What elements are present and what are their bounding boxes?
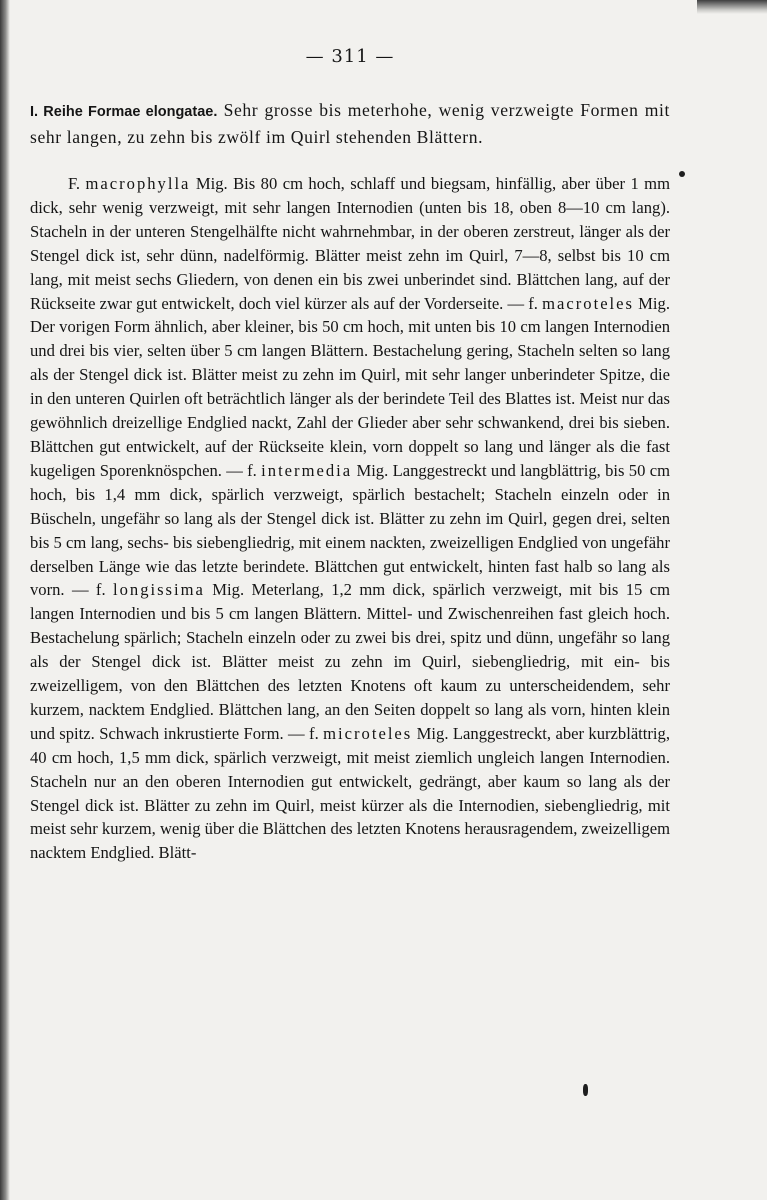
series-intro-paragraph: [30, 98, 670, 150]
ink-speck: [679, 171, 685, 177]
page-corner-shadow: [697, 0, 767, 14]
ink-speck: [583, 1084, 588, 1096]
form-name-microteles: microteles: [323, 723, 413, 743]
forms-description-paragraph: [30, 172, 670, 865]
main-text: [30, 98, 670, 865]
text-segment: Mig. Langgestreckt, aber kurzblättrig, 40 cm hoch, 1,5 mm dick, spärlich verzweigt, mit meist ziemlich ungleich langen Internodien. Stacheln nur an den oberen Internodien gut entwickelt, gedrängt, aber kaum so lang als der Stengel dick ist. Blätter zu zehn im Quirl, meist kürzer als die Internodien, siebengliedrig, mit meist sehr kurzem, wenig über die Blättchen des letzten Knotens herausragendem, zweizelligem nacktem Endglied. Blätt-: [30, 723, 671, 863]
page-binding-shadow: [0, 0, 10, 1200]
form-name-longissima: longissima: [112, 580, 205, 600]
series-title: I. Reihe Formae elongatae.: [30, 104, 218, 120]
text-segment: Mig. Meterlang, 1,2 mm dick, spärlich verzweigt, mit bis 15 cm langen Internodien und bis 5 cm langen Blättern. Mittel- und Zwischenreihen fast gleich hoch. Bestachelung spärlich; Stacheln einzeln oder zu zwei bis drei, spitz und dünn, ungefähr so lang als der Stengel dick ist. Blätter meist zu zehn im Quirl, siebengliedrig, mit ein- bis zweizelligem, von den Blättchen des letzten Knotens oft kaum zu unterscheidendem, sehr kurzem, nacktem Endglied. Blättchen lang, an den Seiten doppelt so lang als vorn, hinten klein und spitz. Schwach inkrustierte Form. — f.: [30, 580, 670, 743]
form-name-macrophylla: macrophylla: [85, 174, 191, 193]
text-segment: F.: [68, 174, 86, 193]
form-name-macroteles: macroteles: [542, 293, 634, 313]
page-number: — 311 —: [305, 46, 395, 67]
series-description: Sehr grosse bis meterhohe, wenig verzweigte Formen mit sehr langen, zu zehn bis zwölf im Quirl stehenden Blättern.: [30, 100, 670, 147]
text-segment: Mig. Der vorigen Form ähnlich, aber kleiner, bis 50 cm hoch, mit unten bis 10 cm langen Internodien und drei bis vier, selten über 5 cm langen Blättern. Bestachelung gering, Stacheln selten so lang als der Stengel dick ist. Blätter meist zu zehn im Quirl, mit sehr langer unberindeter Spitze, die in den unteren Quirlen oft beträchtlich länger als der berindete Teil des Blattes ist. Meist nur das gewöhnlich dreizellige Endglied nackt, Zahl der Glieder aber sehr schwankend, drei bis sieben. Blättchen gut entwickelt, auf der Rückseite klein, vorn doppelt so lang und länger als die fast kugeligen Sporenknöspchen. — f.: [30, 293, 670, 480]
text-segment: Mig. Langgestreckt und langblättrig, bis 50 cm hoch, bis 1,4 mm dick, spärlich verzweigt, spärlich bestachelt; Stacheln einzeln oder in Büscheln, ungefähr so lang als der Stengel dick ist. Blätter zu zehn im Quirl, gegen drei, selten bis 5 cm lang, sechs- bis siebengliedrig, mit einem nackten, zweizelligen Endglied von ungefähr derselben Länge wie das letzte berindete. Blättchen gut entwickelt, hinten fast halb so lang als vorn. — f.: [30, 460, 670, 600]
form-name-intermedia: intermedia: [261, 460, 353, 480]
text-segment: Mig. Bis 80 cm hoch, schlaff und biegsam, hinfällig, aber über 1 mm dick, sehr wenig verzweigt, mit sehr langen Internodien (unten bis 18, oben 8—10 cm lang). Stacheln in der unteren Stengelhälfte nicht wahrnehmbar, in der oberen zerstreut, länger als der Stengel dick ist, sehr dünn, nadelförmig. Blätter meist zehn im Quirl, 7—8, selbst bis 10 cm lang, mit meist sechs Gliedern, von denen ein bis zwei unberindet sind. Blättchen lang, auf der Rückseite zwar gut entwickelt, doch viel kürzer als auf der Vorderseite. — f.: [30, 174, 670, 313]
